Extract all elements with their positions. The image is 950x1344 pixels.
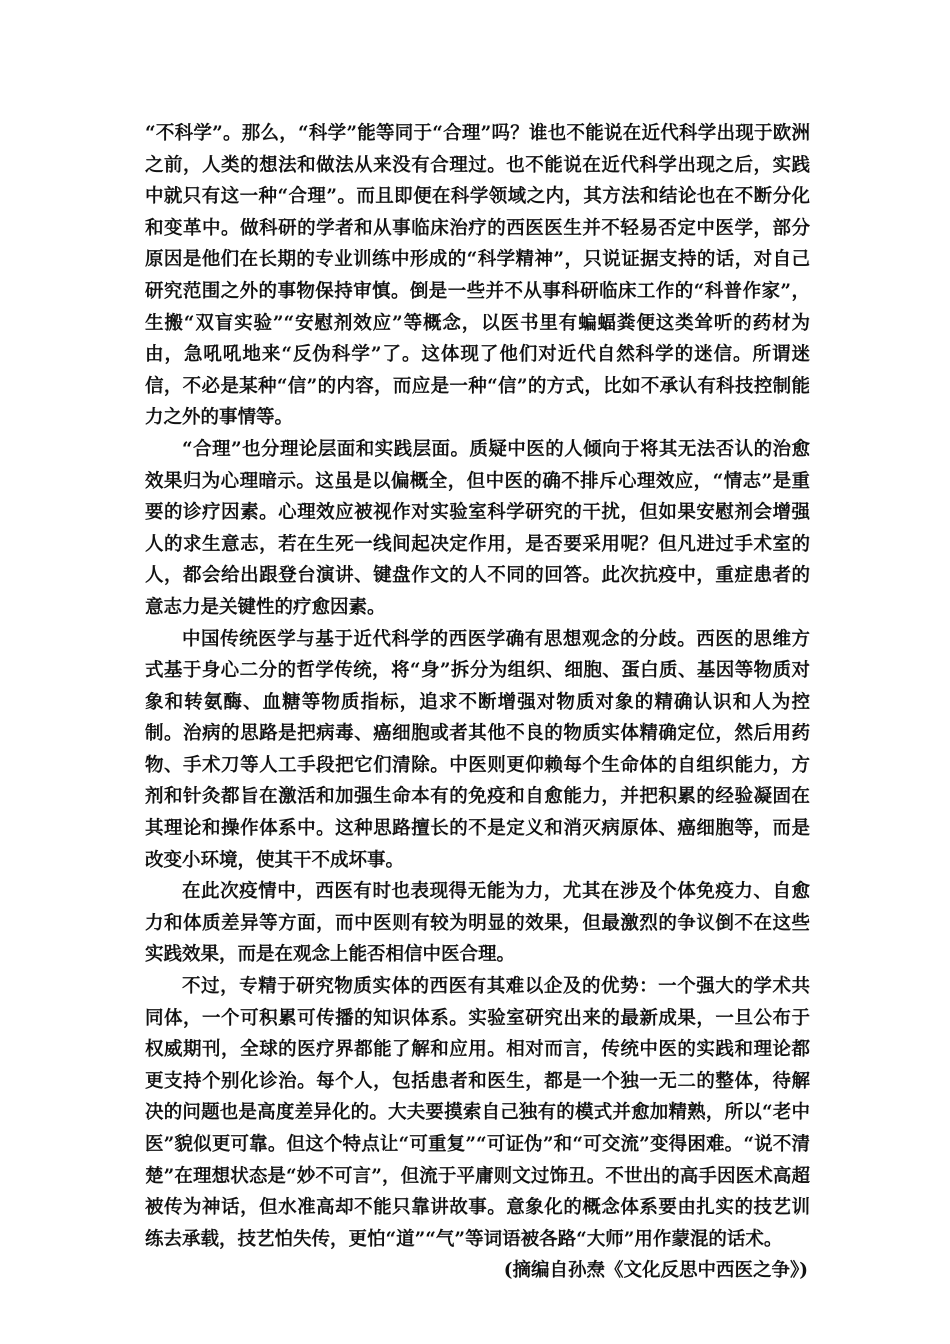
source-citation: (摘编自孙焘《文化反思中西医之争》) — [503, 1260, 808, 1282]
article-body — [145, 118, 810, 1287]
paragraph-4: 在此次疫情中，西医有时也表现得无能为力，尤其在涉及个体免疫力、自愈力和体质差异等方面，而中医则有较为明显的效果，但最激烈的争议倒不在这些实践效果，而是在观念上能否相信中医合理。 — [145, 881, 810, 966]
paragraph-5: 不过，专精于研究物质实体的西医有其难以企及的优势：一个强大的学术共同体，一个可积累可传播的知识体系。实验室研究出来的最新成果，一旦公布于权威期刊，全球的医疗界都能了解和应用。相对而言，传统中医的实践和理论都更支持个别化诊治。每个人，包括患者和医生，都是一个独一无二的整体，待解决的问题也是高度差异化的。大夫要摸索自己独有的模式并愈加精熟，所以“老中医”貌似更可靠。但这个特点让“可重复”“可证伪”和“可交流”变得困难。“说不清楚”在理想状态是“妙不可言”，但流于平庸则文过饰丑。不世出的高手因医术高超被传为神话，但水准高却不能只靠讲故事。意象化的概念体系要由扎实的技艺训练去承载，技艺怕失传，更怕“道”“气”等词语被各路“大师”用作蒙混的话术。 — [145, 976, 810, 1250]
paragraph-3: 中国传统医学与基于近代科学的西医学确有思想观念的分歧。西医的思维方式基于身心二分的哲学传统，将“身”拆分为组织、细胞、蛋白质、基因等物质对象和转氨酶、血糖等物质指标，追求不断增强对物质对象的精确认识和人为控制。治病的思路是把病毒、癌细胞或者其他不良的物质实体精确定位，然后用药物、手术刀等人工手段把它们清除。中医则更仰赖每个生命体的自组织能力，方剂和针灸都旨在激活和加强生命本有的免疫和自愈能力，并把积累的经验凝固在其理论和操作体系中。这种思路擅长的不是定义和消灭病原体、癌细胞等，而是改变小环境，使其干不成坏事。 — [145, 628, 810, 871]
paragraph-1: “不科学”。那么，“科学”能等同于“合理”吗？谁也不能说在近代科学出现于欧洲之前，人类的想法和做法从来没有合理过。也不能说在近代科学出现之后，实践中就只有这一种“合理”。而且即便在科学领域之内，其方法和结论也在不断分化和变革中。做科研的学者和从事临床治疗的西医医生并不轻易否定中医学，部分原因是他们在长期的专业训练中形成的“科学精神”，只说证据支持的话，对自己研究范围之外的事物保持审慎。倒是一些并不从事科研临床工作的“科普作家”，生搬“双盲实验”“安慰剂效应”等概念，以医书里有蝙蝠粪便这类耸听的药材为由，急吼吼地来“反伪科学”了。这体现了他们对近代自然科学的迷信。所谓迷信，不必是某种“信”的内容，而应是一种“信”的方式，比如不承认有科技控制能力之外的事情等。 — [145, 123, 810, 429]
paragraph-2: “合理”也分理论层面和实践层面。质疑中医的人倾向于将其无法否认的治愈效果归为心理暗示。这虽是以偏概全，但中医的确不排斥心理效应，“情志”是重要的诊疗因素。心理效应被视作对实验室科学研究的干扰，但如果安慰剂会增强人的求生意志，若在生死一线间起决定作用，是否要采用呢？但凡进过手术室的人，都会给出跟登台演讲、键盘作文的人不同的回答。此次抗疫中，重症患者的意志力是关键性的疗愈因素。 — [145, 438, 810, 618]
